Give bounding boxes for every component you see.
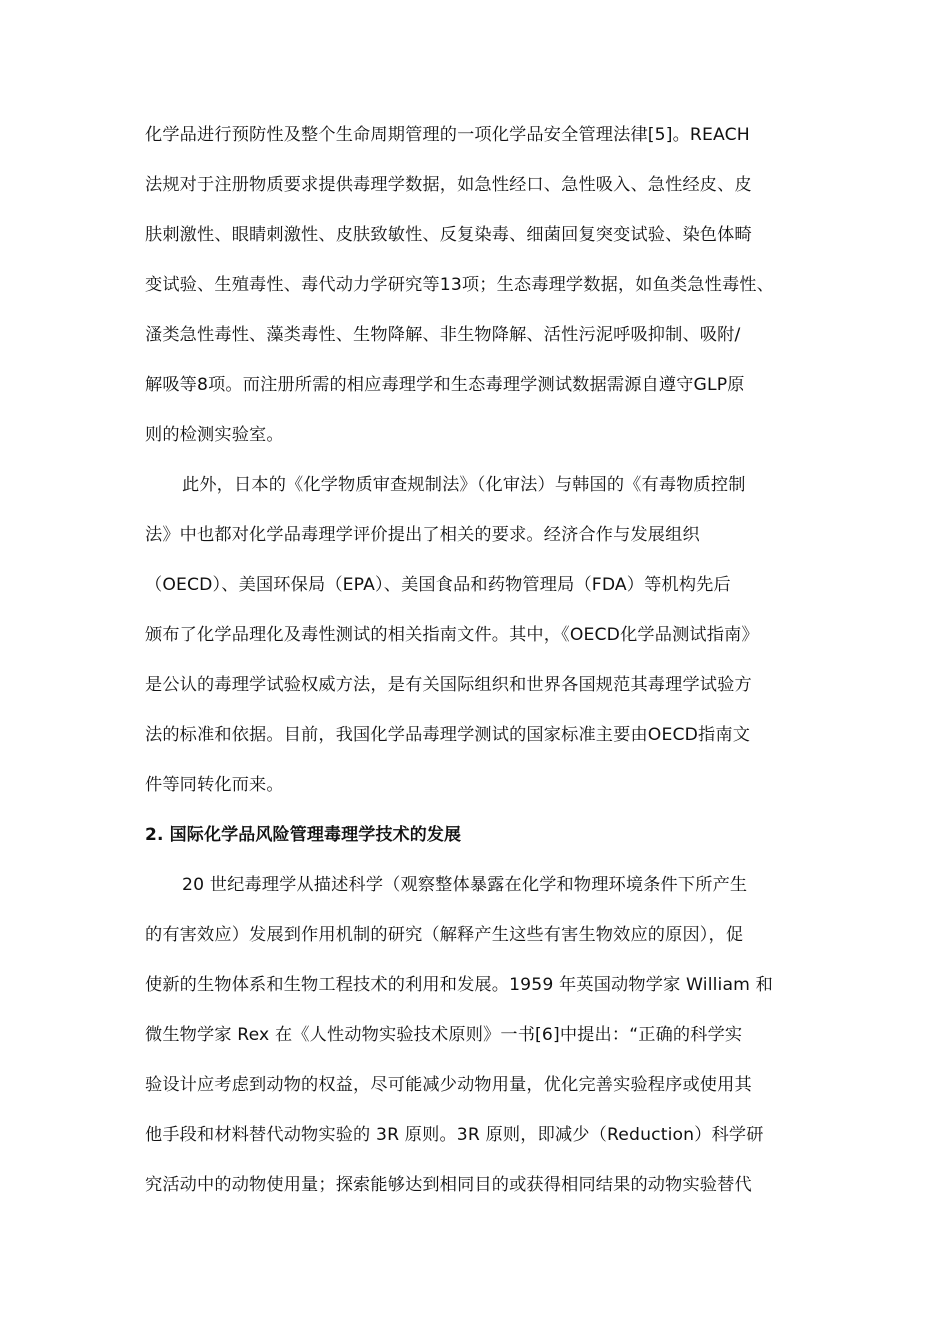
text-line: 使新的生物体系和生物工程技术的利用和发展。1959 年英国动物学家 William 和: [145, 975, 774, 995]
text-line: 则的检测实验室。: [145, 425, 284, 445]
text-line: 件等同转化而来。: [145, 775, 284, 795]
text-line: 法的标准和依据。目前，我国化学品毒理学测试的国家标准主要由OECD指南文: [145, 725, 751, 745]
text-line: 法规对于注册物质要求提供毒理学数据，如急性经口、急性吸入、急性经皮、皮: [145, 175, 752, 195]
text-line: 化学品进行预防性及整个生命周期管理的一项化学品安全管理法律[5]。REACH: [145, 125, 750, 145]
text-line: 验设计应考虑到动物的权益，尽可能减少动物用量，优化完善实验程序或使用其: [145, 1075, 752, 1095]
section-heading: 2. 国际化学品风险管理毒理学技术的发展: [145, 825, 462, 845]
text-line: 颁布了化学品理化及毒性测试的相关指南文件。其中，《OECD化学品测试指南》: [145, 625, 759, 645]
text-line: 变试验、生殖毒性、毒代动力学研究等13项；生态毒理学数据，如鱼类急性毒性、: [145, 275, 774, 295]
paragraph-first-line: 此外，日本的《化学物质审查规制法》（化审法）与韩国的《有毒物质控制: [182, 475, 746, 495]
text-line: 解吸等8项。而注册所需的相应毒理学和生态毒理学测试数据需源自遵守GLP原: [145, 375, 745, 395]
text-line: 是公认的毒理学试验权威方法，是有关国际组织和世界各国规范其毒理学试验方: [145, 675, 752, 695]
text-line: 法》中也都对化学品毒理学评价提出了相关的要求。经济合作与发展组织: [145, 525, 700, 545]
text-line: 究活动中的动物使用量；探索能够达到相同目的或获得相同结果的动物实验替代: [145, 1175, 752, 1195]
text-line: 微生物学家 Rex 在《人性动物实验技术原则》一书[6]中提出：“正确的科学实: [145, 1025, 743, 1045]
text-line: 肤刺激性、眼睛刺激性、皮肤致敏性、反复染毒、细菌回复突变试验、染色体畸: [145, 225, 752, 245]
text-line: 的有害效应）发展到作用机制的研究（解释产生这些有害生物效应的原因），促: [145, 925, 744, 945]
text-line: 他手段和材料替代动物实验的 3R 原则。3R 原则，即减少（Reduction）科学研: [145, 1125, 764, 1145]
text-line: 溞类急性毒性、藻类毒性、生物降解、非生物降解、活性污泥呼吸抑制、吸附/: [145, 325, 741, 345]
paragraph-first-line: 20 世纪毒理学从描述科学（观察整体暴露在化学和物理环境条件下所产生: [182, 875, 748, 895]
text-line: （OECD）、美国环保局（EPA）、美国食品和药物管理局（FDA）等机构先后: [145, 575, 731, 595]
